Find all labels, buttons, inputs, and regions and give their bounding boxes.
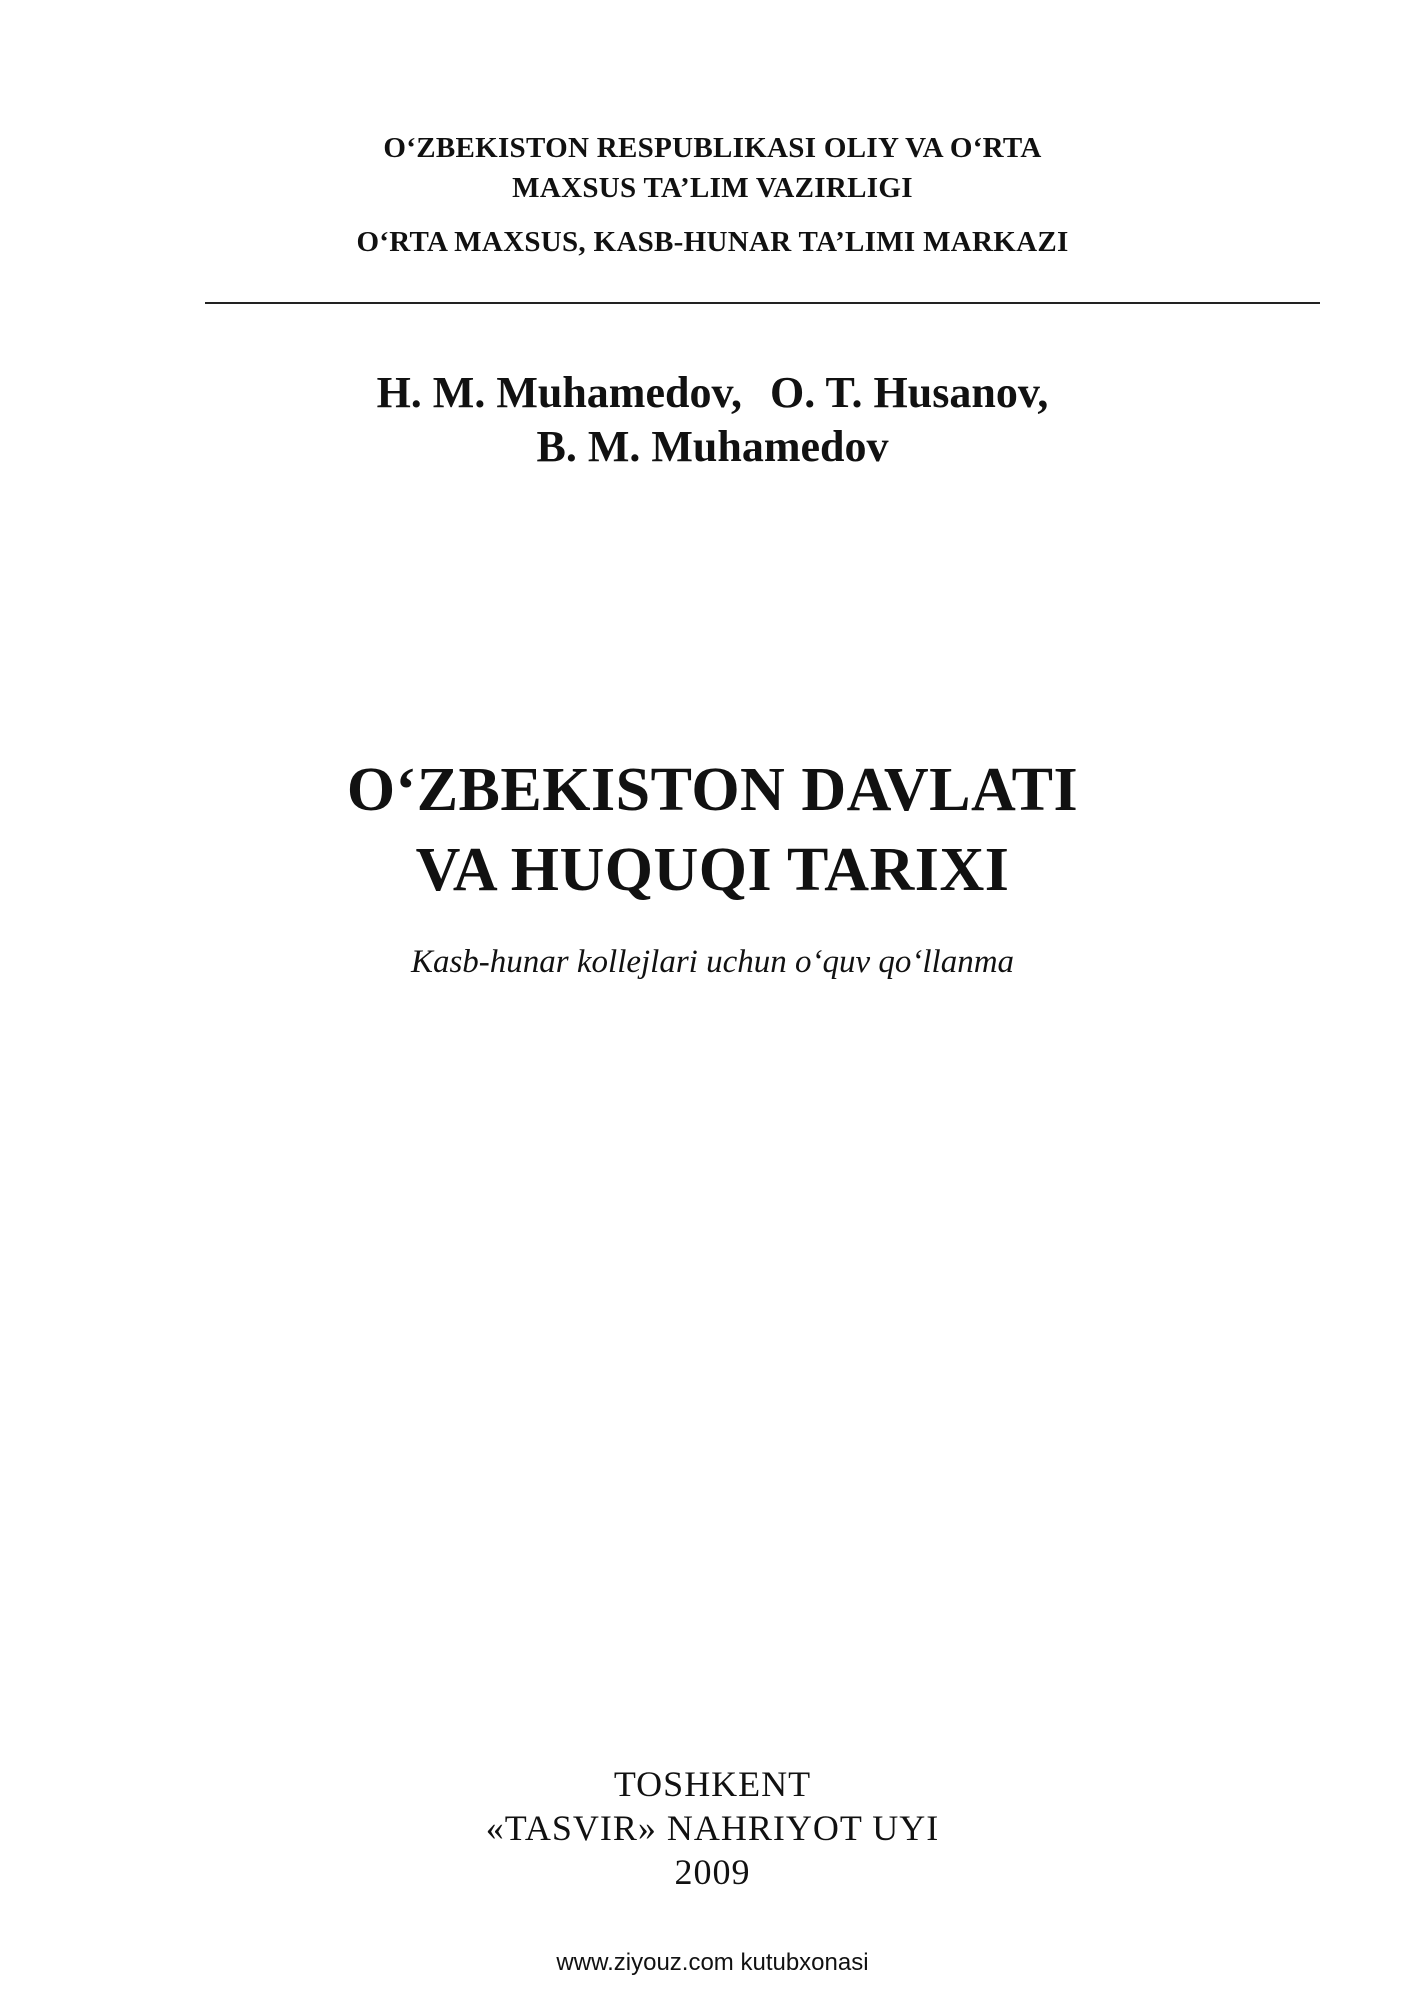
- education-center-name: O‘RTA MAXSUS, KASB-HUNAR TA’LIMI MARKAZI: [356, 226, 1069, 258]
- author-2: O. T. Husanov,: [770, 368, 1049, 417]
- book-subtitle: Kasb-hunar kollejlari uchun o‘quv qo‘llanma: [410, 944, 1015, 980]
- authors: [0, 366, 1425, 474]
- title-line-2: VA HUQUQI TARIXI: [415, 836, 1010, 904]
- authors-line-1: [0, 366, 1425, 420]
- title-line-1: O‘ZBEKISTON DAVLATI: [346, 756, 1079, 824]
- imprint: [0, 1762, 1425, 1894]
- author-1: H. M. Muhamedov,: [376, 368, 743, 417]
- ministry-line-1: O‘ZBEKISTON RESPUBLIKASI OLIY VA O‘RTA: [383, 132, 1042, 164]
- ministry-line-2: MAXSUS TA’LIM VAZIRLIGI: [512, 172, 913, 204]
- imprint-publisher: «TASVIR» NAHRIYOT UYI: [485, 1808, 940, 1848]
- header-divider: [205, 302, 1320, 304]
- author-3: B. M. Muhamedov: [536, 422, 889, 471]
- imprint-city: TOSHKENT: [613, 1764, 812, 1804]
- source-footer: www.ziyouz.com kutubxonasi: [556, 1949, 869, 1976]
- ministry-name: [0, 128, 1425, 208]
- imprint-year: 2009: [674, 1852, 751, 1892]
- book-title: [0, 750, 1425, 910]
